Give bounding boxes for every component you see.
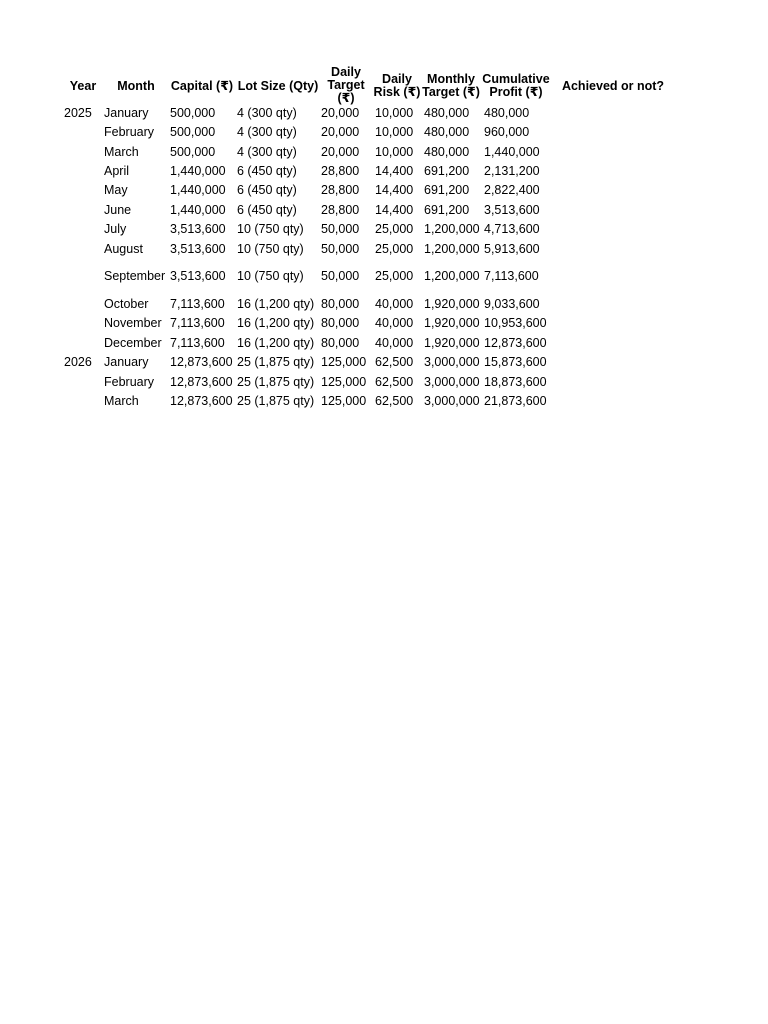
cell-month: January <box>104 355 149 369</box>
cell-lot-size: 10 (750 qty) <box>237 242 304 256</box>
cell-monthly-target: 1,200,000 <box>424 222 480 236</box>
cell-monthly-target: 3,000,000 <box>424 355 480 369</box>
cell-daily-target: 125,000 <box>321 355 367 369</box>
cell-daily-risk: 14,400 <box>375 164 414 178</box>
cell-month: May <box>104 183 128 197</box>
cell-daily-risk: 62,500 <box>375 394 414 408</box>
cell-daily-risk: 10,000 <box>375 106 414 120</box>
cell-daily-risk: 40,000 <box>375 336 414 350</box>
cell-daily-risk: 10,000 <box>375 125 414 139</box>
cell-capital: 3,513,600 <box>170 269 226 283</box>
cell-cumulative-profit: 9,033,600 <box>484 297 540 311</box>
cell-capital: 1,440,000 <box>170 203 226 217</box>
cell-daily-risk: 62,500 <box>375 375 414 389</box>
cell-monthly-target: 691,200 <box>424 164 470 178</box>
cell-year: 2026 <box>64 355 92 369</box>
cell-daily-risk: 14,400 <box>375 183 414 197</box>
cell-lot-size: 4 (300 qty) <box>237 106 297 120</box>
cell-monthly-target: 3,000,000 <box>424 394 480 408</box>
cell-daily-target: 80,000 <box>321 297 360 311</box>
cell-month: December <box>104 336 162 350</box>
cell-capital: 3,513,600 <box>170 222 226 236</box>
cell-capital: 3,513,600 <box>170 242 226 256</box>
cell-cumulative-profit: 5,913,600 <box>484 242 540 256</box>
cell-daily-risk: 25,000 <box>375 222 414 236</box>
cell-cumulative-profit: 15,873,600 <box>484 355 547 369</box>
cell-month: October <box>104 297 149 311</box>
cell-daily-target: 50,000 <box>321 222 360 236</box>
cell-daily-risk: 25,000 <box>375 269 414 283</box>
cell-cumulative-profit: 4,713,600 <box>484 222 540 236</box>
cell-lot-size: 6 (450 qty) <box>237 203 297 217</box>
header-year: Year <box>69 79 97 93</box>
cell-daily-target: 20,000 <box>321 106 360 120</box>
cell-lot-size: 16 (1,200 qty) <box>237 336 315 350</box>
header-lot-size: Lot Size (Qty) <box>237 79 319 93</box>
cell-cumulative-profit: 12,873,600 <box>484 336 547 350</box>
cell-cumulative-profit: 2,822,400 <box>484 183 540 197</box>
cell-capital: 500,000 <box>170 106 216 120</box>
cell-daily-target: 80,000 <box>321 336 360 350</box>
cell-lot-size: 16 (1,200 qty) <box>237 297 315 311</box>
cell-capital: 7,113,600 <box>170 297 225 311</box>
cell-monthly-target: 691,200 <box>424 183 470 197</box>
header-daily-target: Daily Target (₹) <box>327 65 365 105</box>
cell-daily-risk: 62,500 <box>375 355 414 369</box>
cell-daily-target: 28,800 <box>321 164 360 178</box>
header-capital: Capital (₹) <box>170 79 234 93</box>
cell-cumulative-profit: 1,440,000 <box>484 145 540 159</box>
cell-month: August <box>104 242 143 256</box>
cell-year: 2025 <box>64 106 92 120</box>
cell-month: February <box>104 375 155 389</box>
cell-daily-risk: 25,000 <box>375 242 414 256</box>
cell-monthly-target: 1,920,000 <box>424 297 480 311</box>
cell-capital: 12,873,600 <box>170 375 233 389</box>
cell-cumulative-profit: 21,873,600 <box>484 394 547 408</box>
cell-lot-size: 25 (1,875 qty) <box>237 375 315 389</box>
cell-monthly-target: 1,920,000 <box>424 336 480 350</box>
cell-daily-risk: 40,000 <box>375 316 414 330</box>
cell-monthly-target: 1,200,000 <box>424 269 480 283</box>
cell-daily-risk: 40,000 <box>375 297 414 311</box>
cell-daily-target: 28,800 <box>321 183 360 197</box>
cell-cumulative-profit: 18,873,600 <box>484 375 547 389</box>
cell-month: March <box>104 145 139 159</box>
cell-daily-risk: 14,400 <box>375 203 414 217</box>
cell-capital: 12,873,600 <box>170 355 233 369</box>
cell-daily-target: 20,000 <box>321 145 360 159</box>
cell-month: February <box>104 125 155 139</box>
cell-capital: 12,873,600 <box>170 394 233 408</box>
cell-daily-target: 20,000 <box>321 125 360 139</box>
cell-lot-size: 6 (450 qty) <box>237 164 297 178</box>
cell-capital: 1,440,000 <box>170 183 226 197</box>
cell-monthly-target: 1,920,000 <box>424 316 480 330</box>
cell-month: April <box>104 164 130 178</box>
cell-daily-target: 80,000 <box>321 316 360 330</box>
cell-month: November <box>104 316 162 330</box>
cell-cumulative-profit: 2,131,200 <box>484 164 540 178</box>
cell-cumulative-profit: 3,513,600 <box>484 203 540 217</box>
cell-monthly-target: 3,000,000 <box>424 375 480 389</box>
cell-cumulative-profit: 960,000 <box>484 125 530 139</box>
cell-daily-risk: 10,000 <box>375 145 414 159</box>
cell-cumulative-profit: 10,953,600 <box>484 316 547 330</box>
cell-capital: 500,000 <box>170 145 216 159</box>
cell-capital: 7,113,600 <box>170 336 225 350</box>
cell-lot-size: 25 (1,875 qty) <box>237 355 315 369</box>
cell-monthly-target: 1,200,000 <box>424 242 480 256</box>
cell-lot-size: 6 (450 qty) <box>237 183 297 197</box>
cell-month: September <box>104 269 166 283</box>
header-daily-risk: Daily Risk (₹) <box>373 72 421 99</box>
header-cumulative-profit: Cumulative Profit (₹) <box>482 72 550 99</box>
cell-lot-size: 4 (300 qty) <box>237 145 297 159</box>
cell-month: March <box>104 394 139 408</box>
header-achieved: Achieved or not? <box>561 79 665 93</box>
cell-monthly-target: 480,000 <box>424 145 470 159</box>
cell-daily-target: 125,000 <box>321 375 367 389</box>
cell-capital: 7,113,600 <box>170 316 225 330</box>
cell-capital: 1,440,000 <box>170 164 226 178</box>
cell-month: January <box>104 106 149 120</box>
cell-capital: 500,000 <box>170 125 216 139</box>
header-month: Month <box>117 79 155 93</box>
header-monthly-target: Monthly Target (₹) <box>422 72 480 99</box>
cell-daily-target: 28,800 <box>321 203 360 217</box>
cell-lot-size: 16 (1,200 qty) <box>237 316 315 330</box>
cell-monthly-target: 480,000 <box>424 125 470 139</box>
cell-daily-target: 50,000 <box>321 242 360 256</box>
cell-lot-size: 4 (300 qty) <box>237 125 297 139</box>
cell-cumulative-profit: 7,113,600 <box>484 269 539 283</box>
cell-lot-size: 10 (750 qty) <box>237 269 304 283</box>
cell-month: June <box>104 203 132 217</box>
cell-lot-size: 25 (1,875 qty) <box>237 394 315 408</box>
cell-daily-target: 50,000 <box>321 269 360 283</box>
cell-cumulative-profit: 480,000 <box>484 106 530 120</box>
cell-monthly-target: 480,000 <box>424 106 470 120</box>
cell-monthly-target: 691,200 <box>424 203 470 217</box>
cell-month: July <box>104 222 127 236</box>
cell-daily-target: 125,000 <box>321 394 367 408</box>
cell-lot-size: 10 (750 qty) <box>237 222 304 236</box>
